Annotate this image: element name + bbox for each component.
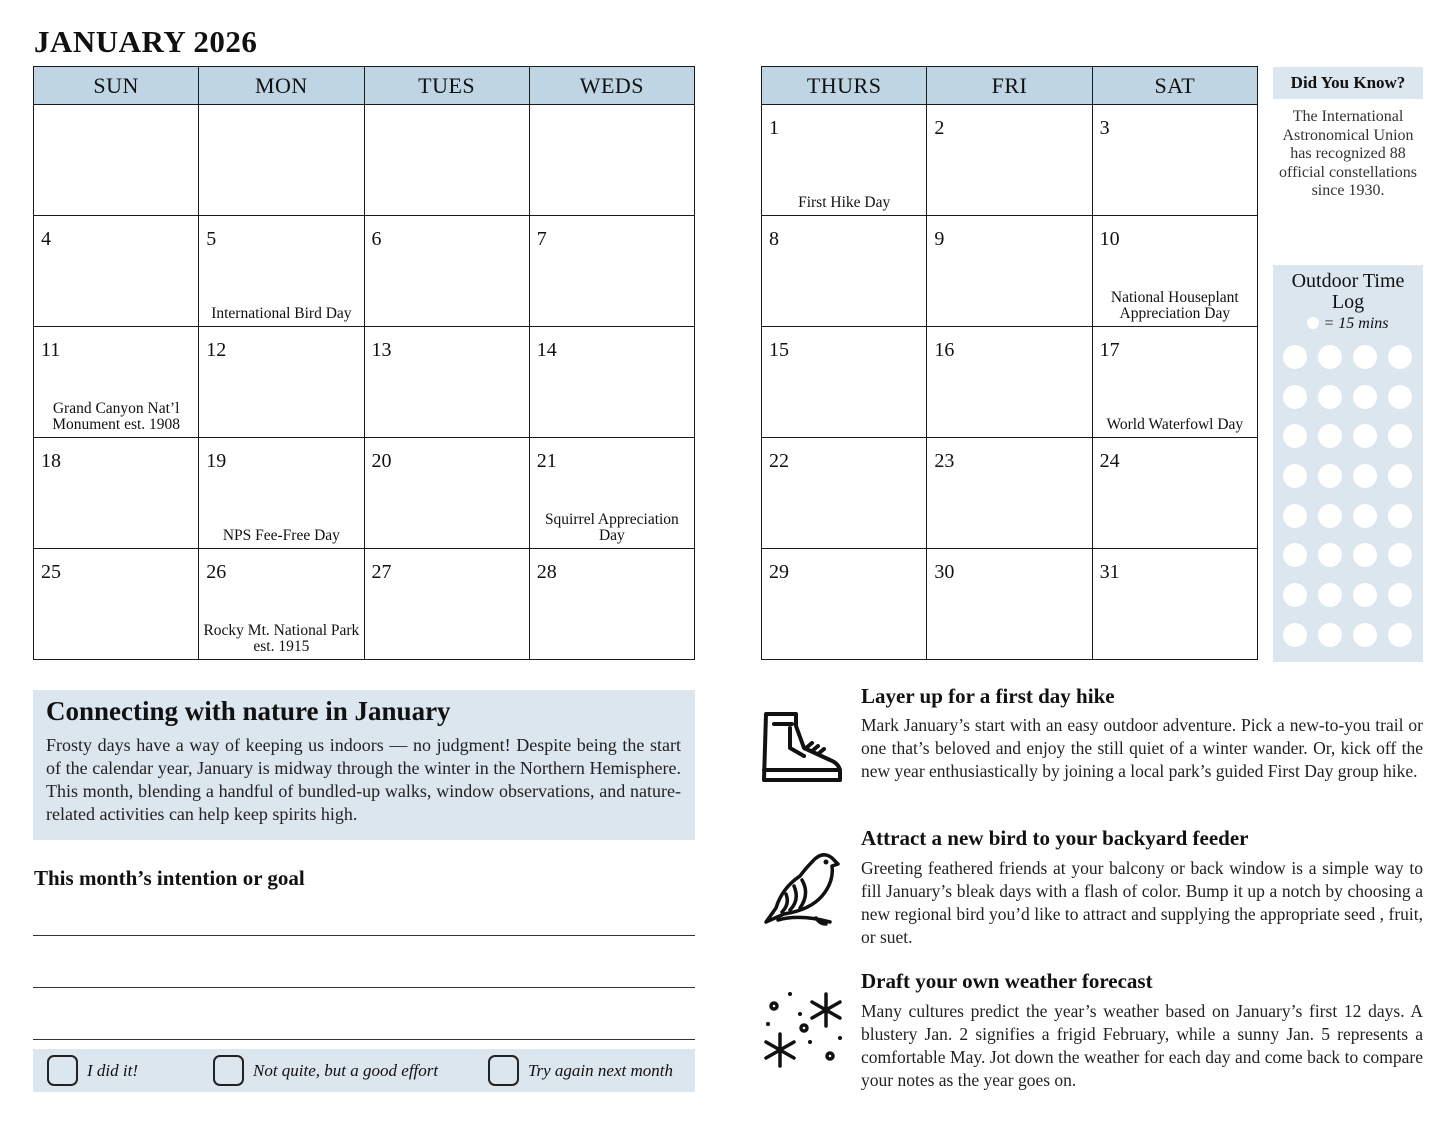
day-cell[interactable] xyxy=(199,438,364,549)
day-cell[interactable] xyxy=(364,549,529,660)
goal-heading: This month’s intention or goal xyxy=(34,866,305,890)
time-log-dot[interactable] xyxy=(1318,623,1342,647)
day-header: SAT xyxy=(1092,67,1257,105)
time-log-dot[interactable] xyxy=(1318,543,1342,567)
day-number: 10 xyxy=(1099,228,1120,250)
time-log-dot[interactable] xyxy=(1318,504,1342,528)
checkbox[interactable] xyxy=(47,1055,78,1086)
day-number: 22 xyxy=(769,450,789,472)
day-cell[interactable] xyxy=(927,216,1092,327)
outdoor-time-log-title: Outdoor Time Log xyxy=(1291,270,1405,313)
time-log-dot[interactable] xyxy=(1388,424,1412,448)
goal-option-label: Try again next month xyxy=(528,1060,673,1080)
calendar-week-row xyxy=(34,216,695,327)
calendar-week-row xyxy=(34,105,695,216)
day-cell[interactable] xyxy=(364,327,529,438)
day-cell[interactable] xyxy=(927,549,1092,660)
key-dot-icon xyxy=(1307,317,1319,329)
day-header: SUN xyxy=(34,67,199,105)
goal-option-try-again[interactable] xyxy=(488,1055,673,1086)
day-number: 19 xyxy=(206,450,227,472)
hiking-boot-icon xyxy=(760,708,846,788)
activity-body: Greeting feathered friends at your balcony or back window is a simple way to fill January’s bleak days with a flash of color. Bump it up a notch by choosing a new regional bird you’d like to attract and supplying the appropriate seed , fruit, or suet. xyxy=(861,858,1423,947)
time-log-dot[interactable] xyxy=(1353,345,1377,369)
day-cell[interactable] xyxy=(199,216,364,327)
goal-option-did-it[interactable] xyxy=(47,1055,138,1086)
activity-title: Attract a new bird to your backyard feeder xyxy=(861,826,1249,850)
day-number: 29 xyxy=(769,561,789,583)
time-log-dot[interactable] xyxy=(1353,583,1377,607)
day-cell[interactable] xyxy=(34,216,199,327)
did-you-know-text: The International Astronomical Union has recognized 88 official constellations since 1930. xyxy=(1279,108,1417,199)
day-number: 30 xyxy=(934,561,955,583)
outdoor-time-log xyxy=(1273,265,1423,662)
time-log-dot[interactable] xyxy=(1283,623,1307,647)
time-log-dot[interactable] xyxy=(1388,385,1412,409)
day-number: 7 xyxy=(536,228,547,250)
day-cell[interactable] xyxy=(34,327,199,438)
calendar-right-page xyxy=(761,66,1258,660)
time-log-dot[interactable] xyxy=(1283,345,1307,369)
time-log-dot[interactable] xyxy=(1388,464,1412,488)
time-log-dot[interactable] xyxy=(1283,583,1307,607)
time-log-dot[interactable] xyxy=(1353,543,1377,567)
day-number: 5 xyxy=(206,228,217,250)
day-number: 20 xyxy=(371,450,392,472)
day-cell[interactable] xyxy=(1092,216,1257,327)
time-log-dot-grid xyxy=(1283,345,1415,647)
day-header: FRI xyxy=(927,67,1092,105)
day-number: 27 xyxy=(371,561,392,583)
day-number: 8 xyxy=(769,228,779,250)
day-event: First Hike Day xyxy=(798,194,891,211)
connecting-body: Frosty days have a way of keeping us indoors — no judgment! Despite being the start of the calendar year, January is midway through the winter in the Northern Hemisphere. This month, blending a handful of bundled-up walks, window observations, and nature-related activities can help keep spirits high. xyxy=(46,735,681,824)
time-log-dot[interactable] xyxy=(1353,623,1377,647)
bird-icon xyxy=(760,848,846,928)
did-you-know-heading: Did You Know? xyxy=(1273,67,1423,99)
day-number: 1 xyxy=(769,117,779,139)
day-header: WEDS xyxy=(529,67,694,105)
calendar-week-row xyxy=(762,549,1258,660)
day-cell[interactable] xyxy=(762,105,927,216)
day-number: 21 xyxy=(536,450,557,472)
day-cell[interactable] xyxy=(364,105,529,216)
day-number: 15 xyxy=(769,339,789,361)
day-cell[interactable] xyxy=(199,549,364,660)
day-number: 24 xyxy=(1099,450,1120,472)
activity-title: Draft your own weather forecast xyxy=(861,969,1153,993)
goal-writing-line[interactable] xyxy=(33,935,695,936)
day-cell[interactable] xyxy=(1092,438,1257,549)
activity-body: Many cultures predict the year’s weather based on January’s first 12 days. A blustery Jan. 2 signifies a frigid February, while a sunny Jan. 5 represents a comfortable May. Jot down the weather for each day and come back to compare your notes as the year goes on. xyxy=(861,1001,1423,1090)
snowflakes-icon xyxy=(760,990,846,1070)
day-number: 31 xyxy=(1099,561,1120,583)
day-cell[interactable] xyxy=(1092,549,1257,660)
day-cell[interactable] xyxy=(762,327,927,438)
day-event: National Houseplant Appreciation Day xyxy=(1110,289,1239,322)
day-cell[interactable] xyxy=(1092,327,1257,438)
day-number: 23 xyxy=(934,450,955,472)
connecting-heading: Connecting with nature in January xyxy=(46,696,451,726)
day-number: 12 xyxy=(206,339,227,361)
time-log-dot[interactable] xyxy=(1388,345,1412,369)
day-cell[interactable] xyxy=(927,438,1092,549)
day-event: Squirrel Appreciation Day xyxy=(544,511,679,544)
day-cell[interactable] xyxy=(364,216,529,327)
goal-writing-line[interactable] xyxy=(33,1039,695,1040)
time-log-dot[interactable] xyxy=(1353,504,1377,528)
day-number: 28 xyxy=(536,561,557,583)
day-header: THURS xyxy=(762,67,927,105)
day-number: 14 xyxy=(536,339,557,361)
outdoor-time-log-key-label: = 15 mins xyxy=(1323,315,1389,332)
day-cell[interactable] xyxy=(927,105,1092,216)
time-log-dot[interactable] xyxy=(1283,385,1307,409)
day-cell[interactable] xyxy=(34,438,199,549)
goal-option-label: Not quite, but a good effort xyxy=(253,1060,439,1080)
day-event: Rocky Mt. National Park est. 1915 xyxy=(203,622,360,655)
day-cell[interactable] xyxy=(927,327,1092,438)
time-log-dot[interactable] xyxy=(1388,543,1412,567)
day-cell[interactable] xyxy=(762,216,927,327)
page-title: JANUARY 2026 xyxy=(34,24,258,59)
day-cell[interactable] xyxy=(1092,105,1257,216)
time-log-dot[interactable] xyxy=(1318,345,1342,369)
day-cell[interactable] xyxy=(762,438,927,549)
calendar-week-row xyxy=(762,105,1258,216)
checkbox[interactable] xyxy=(488,1055,519,1086)
day-number: 17 xyxy=(1099,339,1120,361)
time-log-dot[interactable] xyxy=(1318,424,1342,448)
goal-checkbox-bar xyxy=(33,1049,695,1092)
time-log-dot[interactable] xyxy=(1388,623,1412,647)
calendar-week-row xyxy=(34,438,695,549)
day-number: 9 xyxy=(934,228,945,250)
day-number: 4 xyxy=(41,228,51,250)
day-header: TUES xyxy=(364,67,529,105)
outdoor-time-log-key xyxy=(1273,315,1423,333)
day-cell[interactable] xyxy=(34,549,199,660)
goal-option-label: I did it! xyxy=(87,1060,138,1080)
day-cell[interactable] xyxy=(364,438,529,549)
day-cell[interactable] xyxy=(529,438,694,549)
checkbox[interactable] xyxy=(213,1055,244,1086)
time-log-dot[interactable] xyxy=(1283,424,1307,448)
calendar-week-row xyxy=(762,327,1258,438)
day-event: International Bird Day xyxy=(211,305,352,322)
calendar-week-row xyxy=(762,216,1258,327)
day-number: 18 xyxy=(41,450,61,472)
time-log-dot[interactable] xyxy=(1353,464,1377,488)
day-header: MON xyxy=(199,67,364,105)
time-log-dot[interactable] xyxy=(1318,385,1342,409)
day-event: World Waterfowl Day xyxy=(1106,416,1244,433)
day-event: Grand Canyon Nat’l Monument est. 1908 xyxy=(52,400,181,433)
time-log-dot[interactable] xyxy=(1353,424,1377,448)
day-cell[interactable] xyxy=(529,327,694,438)
calendar-week-row xyxy=(762,438,1258,549)
connecting-with-nature-box xyxy=(33,690,695,840)
day-number: 11 xyxy=(41,339,61,361)
day-cell[interactable] xyxy=(34,105,199,216)
time-log-dot[interactable] xyxy=(1388,583,1412,607)
calendar-week-row xyxy=(34,549,695,660)
time-log-dot[interactable] xyxy=(1283,543,1307,567)
activity-body: Mark January’s start with an easy outdoor adventure. Pick a new-to-you trail or one that’s beloved and enjoy the still quiet of a winter wander. Or, kick off the new year enthusiastically by joining a local park’s guided First Day group hike. xyxy=(861,715,1423,781)
day-number: 3 xyxy=(1099,117,1110,139)
day-cell[interactable] xyxy=(199,327,364,438)
time-log-dot[interactable] xyxy=(1318,583,1342,607)
time-log-dot[interactable] xyxy=(1283,504,1307,528)
goal-option-good-effort[interactable] xyxy=(213,1055,438,1086)
day-event: NPS Fee-Free Day xyxy=(222,527,340,544)
day-number: 26 xyxy=(206,561,227,583)
day-number: 25 xyxy=(41,561,61,583)
day-number: 13 xyxy=(371,339,392,361)
time-log-dot[interactable] xyxy=(1318,464,1342,488)
day-cell[interactable] xyxy=(529,549,694,660)
day-number: 2 xyxy=(934,117,945,139)
day-number: 6 xyxy=(371,228,382,250)
goal-writing-line[interactable] xyxy=(33,987,695,988)
day-cell[interactable] xyxy=(199,105,364,216)
activity-title: Layer up for a first day hike xyxy=(861,684,1115,708)
time-log-dot[interactable] xyxy=(1353,385,1377,409)
calendar-left-page xyxy=(33,66,695,660)
day-cell[interactable] xyxy=(529,216,694,327)
time-log-dot[interactable] xyxy=(1388,504,1412,528)
day-cell[interactable] xyxy=(762,549,927,660)
calendar-week-row xyxy=(34,327,695,438)
day-number: 16 xyxy=(934,339,955,361)
time-log-dot[interactable] xyxy=(1283,464,1307,488)
day-cell[interactable] xyxy=(529,105,694,216)
